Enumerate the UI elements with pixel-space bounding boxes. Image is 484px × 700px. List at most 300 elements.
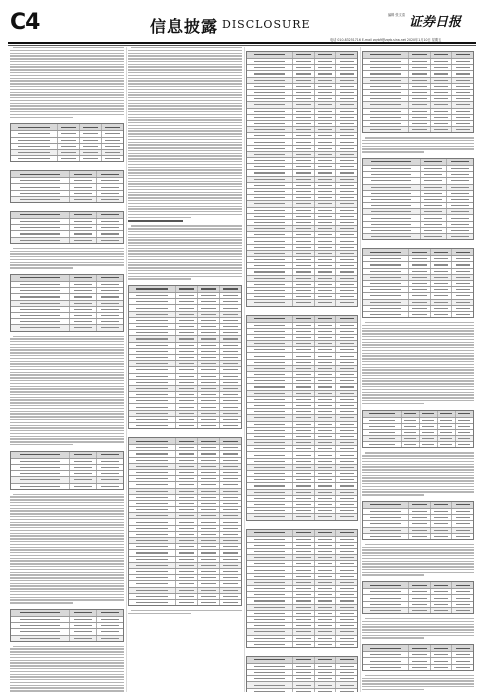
table-cell	[315, 642, 337, 647]
table-cell	[247, 195, 293, 200]
table-cell	[452, 275, 473, 280]
table-row	[363, 234, 473, 239]
table-cell	[363, 249, 409, 255]
table-header-row	[363, 645, 473, 652]
table-cell	[438, 442, 456, 447]
table-cell	[315, 109, 337, 114]
table-cell	[293, 257, 315, 262]
text-line	[128, 203, 242, 204]
table-cell	[452, 121, 473, 126]
table-cell	[97, 288, 123, 293]
table-header-row	[363, 249, 473, 256]
text-line	[10, 111, 124, 112]
text-line	[10, 682, 124, 683]
table-row	[247, 300, 357, 305]
table-cell	[336, 347, 357, 352]
text-line	[128, 108, 242, 109]
table-cell	[247, 257, 293, 262]
text-line	[128, 228, 242, 229]
table-cell	[315, 294, 337, 299]
table-cell	[363, 185, 421, 190]
table-cell	[363, 71, 409, 76]
table-cell	[363, 121, 409, 126]
table-cell	[293, 102, 315, 107]
table-cell	[220, 538, 241, 543]
table-cell	[176, 417, 198, 422]
table-cell	[452, 262, 473, 267]
text-line	[10, 374, 124, 375]
table-cell	[293, 496, 315, 501]
table-cell	[363, 595, 409, 600]
table-cell	[293, 90, 315, 95]
section-title-en: DISCLOSURE	[222, 18, 311, 31]
table-cell	[315, 232, 337, 237]
table-cell	[293, 282, 315, 287]
text-line	[128, 164, 242, 165]
text-line	[128, 50, 242, 51]
table-cell	[247, 78, 293, 83]
text-line	[128, 97, 242, 98]
table-caption	[128, 433, 242, 436]
data-table	[362, 501, 474, 540]
text-line	[10, 251, 124, 252]
table-caption	[246, 525, 358, 528]
table-cell	[247, 446, 293, 451]
table-cell	[420, 424, 438, 429]
table-cell	[315, 269, 337, 274]
table-header-row	[363, 582, 473, 589]
table-cell	[129, 600, 176, 605]
table-cell	[293, 65, 315, 70]
table-cell	[315, 90, 337, 95]
text-line	[10, 344, 124, 345]
table-cell	[336, 245, 357, 250]
table-cell	[11, 623, 70, 628]
table-cell	[220, 286, 241, 292]
text-line	[10, 544, 124, 545]
table-cell	[70, 629, 97, 634]
text-line	[128, 122, 242, 123]
table-cell	[220, 438, 241, 444]
text-line	[10, 583, 124, 584]
table-cell	[247, 490, 293, 495]
table-cell	[336, 428, 357, 433]
table-cell	[220, 470, 241, 475]
text-line	[10, 386, 124, 387]
table-cell	[198, 588, 220, 593]
table-cell	[247, 508, 293, 513]
table-cell	[198, 489, 220, 494]
table-cell	[70, 623, 97, 628]
table-cell	[452, 312, 473, 317]
table-cell	[220, 594, 241, 599]
table-cell	[336, 397, 357, 402]
table-cell	[336, 530, 357, 536]
text-line	[128, 78, 242, 79]
table-cell	[293, 127, 315, 132]
table-cell	[129, 495, 176, 500]
table-cell	[198, 513, 220, 518]
table-cell	[247, 300, 293, 305]
table-cell	[409, 71, 431, 76]
table-cell	[336, 300, 357, 305]
table-cell	[176, 286, 198, 292]
table-cell	[293, 59, 315, 64]
table-cell	[293, 170, 315, 175]
table-cell	[70, 307, 97, 312]
table-row	[11, 636, 123, 641]
text-line	[10, 75, 124, 76]
table-cell	[97, 636, 123, 641]
table-cell	[293, 530, 315, 536]
table-cell	[447, 209, 473, 214]
table-cell	[198, 293, 220, 298]
table-cell	[363, 215, 421, 220]
table-cell	[198, 438, 220, 444]
table-cell	[336, 366, 357, 371]
table-cell	[129, 355, 176, 360]
table-cell	[315, 496, 337, 501]
table-cell	[363, 534, 409, 539]
table-cell	[438, 424, 456, 429]
table-cell	[11, 465, 70, 470]
table-cell	[176, 411, 198, 416]
data-table	[246, 529, 358, 648]
table-cell	[409, 645, 431, 651]
table-row	[11, 197, 123, 202]
table-cell	[247, 102, 293, 107]
table-caption	[10, 119, 124, 122]
table-cell	[129, 438, 176, 444]
table-cell	[247, 409, 293, 414]
text-line	[128, 167, 242, 168]
table-cell	[315, 537, 337, 542]
table-cell	[11, 282, 70, 287]
table-cell	[409, 262, 431, 267]
text-line	[365, 544, 474, 545]
text-line	[128, 242, 242, 243]
table-cell	[421, 178, 448, 183]
table-cell	[293, 605, 315, 610]
table-cell	[176, 470, 198, 475]
table-cell	[198, 476, 220, 481]
text-line	[128, 214, 242, 215]
text-line	[362, 325, 474, 326]
table-cell	[315, 189, 337, 194]
text-line	[10, 358, 124, 359]
table-cell	[293, 617, 315, 622]
data-table	[10, 170, 124, 203]
table-cell	[247, 121, 293, 126]
table-cell	[220, 398, 241, 403]
table-cell	[431, 582, 453, 588]
data-table	[128, 437, 242, 606]
text-line	[128, 92, 242, 93]
table-cell	[176, 538, 198, 543]
table-cell	[11, 124, 58, 130]
table-cell	[336, 483, 357, 488]
table-header-row	[363, 411, 473, 418]
table-cell	[452, 300, 473, 305]
text-line	[362, 621, 474, 622]
table-cell	[336, 434, 357, 439]
table-cell	[220, 312, 241, 317]
table-cell	[129, 526, 176, 531]
table-cell	[336, 146, 357, 151]
table-cell	[11, 225, 70, 230]
table-cell	[315, 71, 337, 76]
table-cell	[11, 238, 70, 243]
text-line	[10, 114, 124, 115]
table-cell	[363, 300, 409, 305]
table-cell	[336, 477, 357, 482]
table-cell	[452, 306, 473, 311]
text-line	[128, 55, 242, 56]
text-line	[10, 522, 124, 523]
text-line	[10, 394, 124, 395]
table-header-row	[11, 171, 123, 178]
text-line	[128, 153, 242, 154]
table-cell	[409, 121, 431, 126]
table-cell	[431, 109, 453, 114]
text-line	[10, 552, 124, 553]
table-cell	[315, 170, 337, 175]
text-line	[10, 256, 124, 257]
table-cell	[363, 115, 409, 120]
table-cell	[220, 501, 241, 506]
text-line	[128, 125, 242, 126]
table-cell	[336, 133, 357, 138]
table-cell	[220, 482, 241, 487]
table-cell	[247, 670, 293, 675]
table-cell	[293, 158, 315, 163]
table-cell	[431, 293, 453, 298]
table-cell	[315, 434, 337, 439]
table-cell	[198, 482, 220, 487]
table-cell	[198, 343, 220, 348]
data-table	[10, 123, 124, 162]
table-cell	[176, 386, 198, 391]
table-cell	[176, 318, 198, 323]
table-cell	[293, 642, 315, 647]
table-cell	[315, 384, 337, 389]
table-cell	[11, 191, 70, 196]
table-cell	[402, 436, 420, 441]
text-line	[362, 403, 424, 404]
text-line	[362, 549, 474, 550]
table-cell	[220, 411, 241, 416]
table-cell	[247, 146, 293, 151]
text-line	[362, 375, 474, 376]
table-cell	[97, 275, 123, 281]
table-cell	[336, 195, 357, 200]
table-cell	[363, 109, 409, 114]
text-line	[128, 175, 242, 176]
table-cell	[431, 509, 453, 514]
table-cell	[409, 109, 431, 114]
table-cell	[97, 184, 123, 189]
text-line	[128, 217, 191, 218]
table-cell	[220, 445, 241, 450]
table-cell	[363, 602, 409, 607]
table-cell	[452, 534, 473, 539]
table-cell	[129, 550, 176, 555]
table-cell	[336, 158, 357, 163]
table-cell	[247, 245, 293, 250]
table-cell	[293, 483, 315, 488]
table-cell	[420, 436, 438, 441]
table-cell	[315, 617, 337, 622]
table-cell	[293, 232, 315, 237]
table-cell	[220, 600, 241, 605]
table-cell	[456, 442, 473, 447]
table-cell	[409, 249, 431, 255]
table-cell	[70, 471, 97, 476]
table-cell	[129, 343, 176, 348]
text-line	[10, 372, 124, 373]
table-cell	[293, 459, 315, 464]
table-cell	[431, 121, 453, 126]
table-cell	[220, 544, 241, 549]
text-line	[10, 665, 124, 666]
table-cell	[11, 156, 58, 161]
text-line	[10, 496, 124, 497]
table-cell	[293, 574, 315, 579]
text-line	[128, 114, 242, 115]
text-line	[128, 237, 242, 238]
table-cell	[336, 422, 357, 427]
table-cell	[336, 415, 357, 420]
table-cell	[176, 594, 198, 599]
text-line	[128, 139, 242, 140]
table-cell	[431, 96, 453, 101]
table-cell	[336, 592, 357, 597]
table-header-row	[363, 502, 473, 509]
table-cell	[456, 436, 473, 441]
table-cell	[293, 537, 315, 542]
table-cell	[315, 288, 337, 293]
table-cell	[70, 636, 97, 641]
table-cell	[70, 225, 97, 230]
table-cell	[363, 589, 409, 594]
table-cell	[293, 220, 315, 225]
table-cell	[247, 59, 293, 64]
text-line	[10, 341, 124, 342]
table-cell	[220, 532, 241, 537]
text-line	[10, 648, 124, 649]
text-line	[128, 72, 242, 73]
table-cell	[70, 617, 97, 622]
text-line	[10, 674, 124, 675]
text-line	[131, 225, 242, 226]
table-cell	[11, 313, 70, 318]
table-cell	[293, 549, 315, 554]
table-cell	[247, 636, 293, 641]
text-line	[131, 610, 242, 611]
text-line	[10, 438, 124, 439]
table-cell	[97, 452, 123, 458]
text-line	[10, 519, 124, 520]
text-line	[128, 270, 242, 271]
table-caption	[362, 406, 474, 409]
table-cell	[336, 514, 357, 519]
table-cell	[336, 465, 357, 470]
table-cell	[129, 349, 176, 354]
table-cell	[452, 589, 473, 594]
table-cell	[447, 222, 473, 227]
table-cell	[247, 90, 293, 95]
table-cell	[80, 138, 102, 143]
table-cell	[247, 682, 293, 687]
table-cell	[293, 238, 315, 243]
table-cell	[336, 276, 357, 281]
table-cell	[247, 403, 293, 408]
table-cell	[70, 178, 97, 183]
text-line	[362, 333, 474, 334]
table-cell	[363, 269, 409, 274]
table-cell	[409, 96, 431, 101]
table-cell	[315, 347, 337, 352]
table-cell	[220, 495, 241, 500]
text-line	[10, 602, 73, 603]
text-line	[128, 613, 191, 614]
table-cell	[247, 415, 293, 420]
table-cell	[58, 144, 80, 149]
text-line	[128, 256, 242, 257]
table-cell	[70, 191, 97, 196]
table-cell	[293, 288, 315, 293]
data-table	[246, 51, 358, 307]
table-cell	[11, 219, 70, 224]
table-cell	[97, 610, 123, 616]
table-cell	[420, 430, 438, 435]
table-cell	[176, 299, 198, 304]
table-cell	[421, 234, 448, 239]
table-cell	[70, 238, 97, 243]
table-cell	[336, 537, 357, 542]
text-line	[128, 200, 242, 201]
table-cell	[336, 109, 357, 114]
page-content	[0, 47, 484, 695]
text-line	[362, 626, 474, 627]
text-line	[362, 339, 474, 340]
table-cell	[70, 452, 97, 458]
table-cell	[220, 386, 241, 391]
table-cell	[336, 598, 357, 603]
table-cell	[438, 418, 456, 423]
text-line	[362, 491, 474, 492]
table-cell	[176, 324, 198, 329]
table-row	[363, 127, 473, 132]
text-line	[10, 259, 124, 260]
text-line	[362, 477, 474, 478]
table-cell	[293, 366, 315, 371]
table-cell	[456, 411, 473, 417]
table-cell	[336, 269, 357, 274]
text-line	[10, 264, 124, 265]
table-cell	[293, 636, 315, 641]
table-cell	[452, 521, 473, 526]
table-cell	[420, 442, 438, 447]
table-cell	[315, 366, 337, 371]
table-cell	[247, 422, 293, 427]
table-cell	[176, 438, 198, 444]
text-line	[128, 86, 242, 87]
table-cell	[293, 676, 315, 681]
table-cell	[336, 115, 357, 120]
text-line	[10, 427, 124, 428]
table-cell	[452, 602, 473, 607]
